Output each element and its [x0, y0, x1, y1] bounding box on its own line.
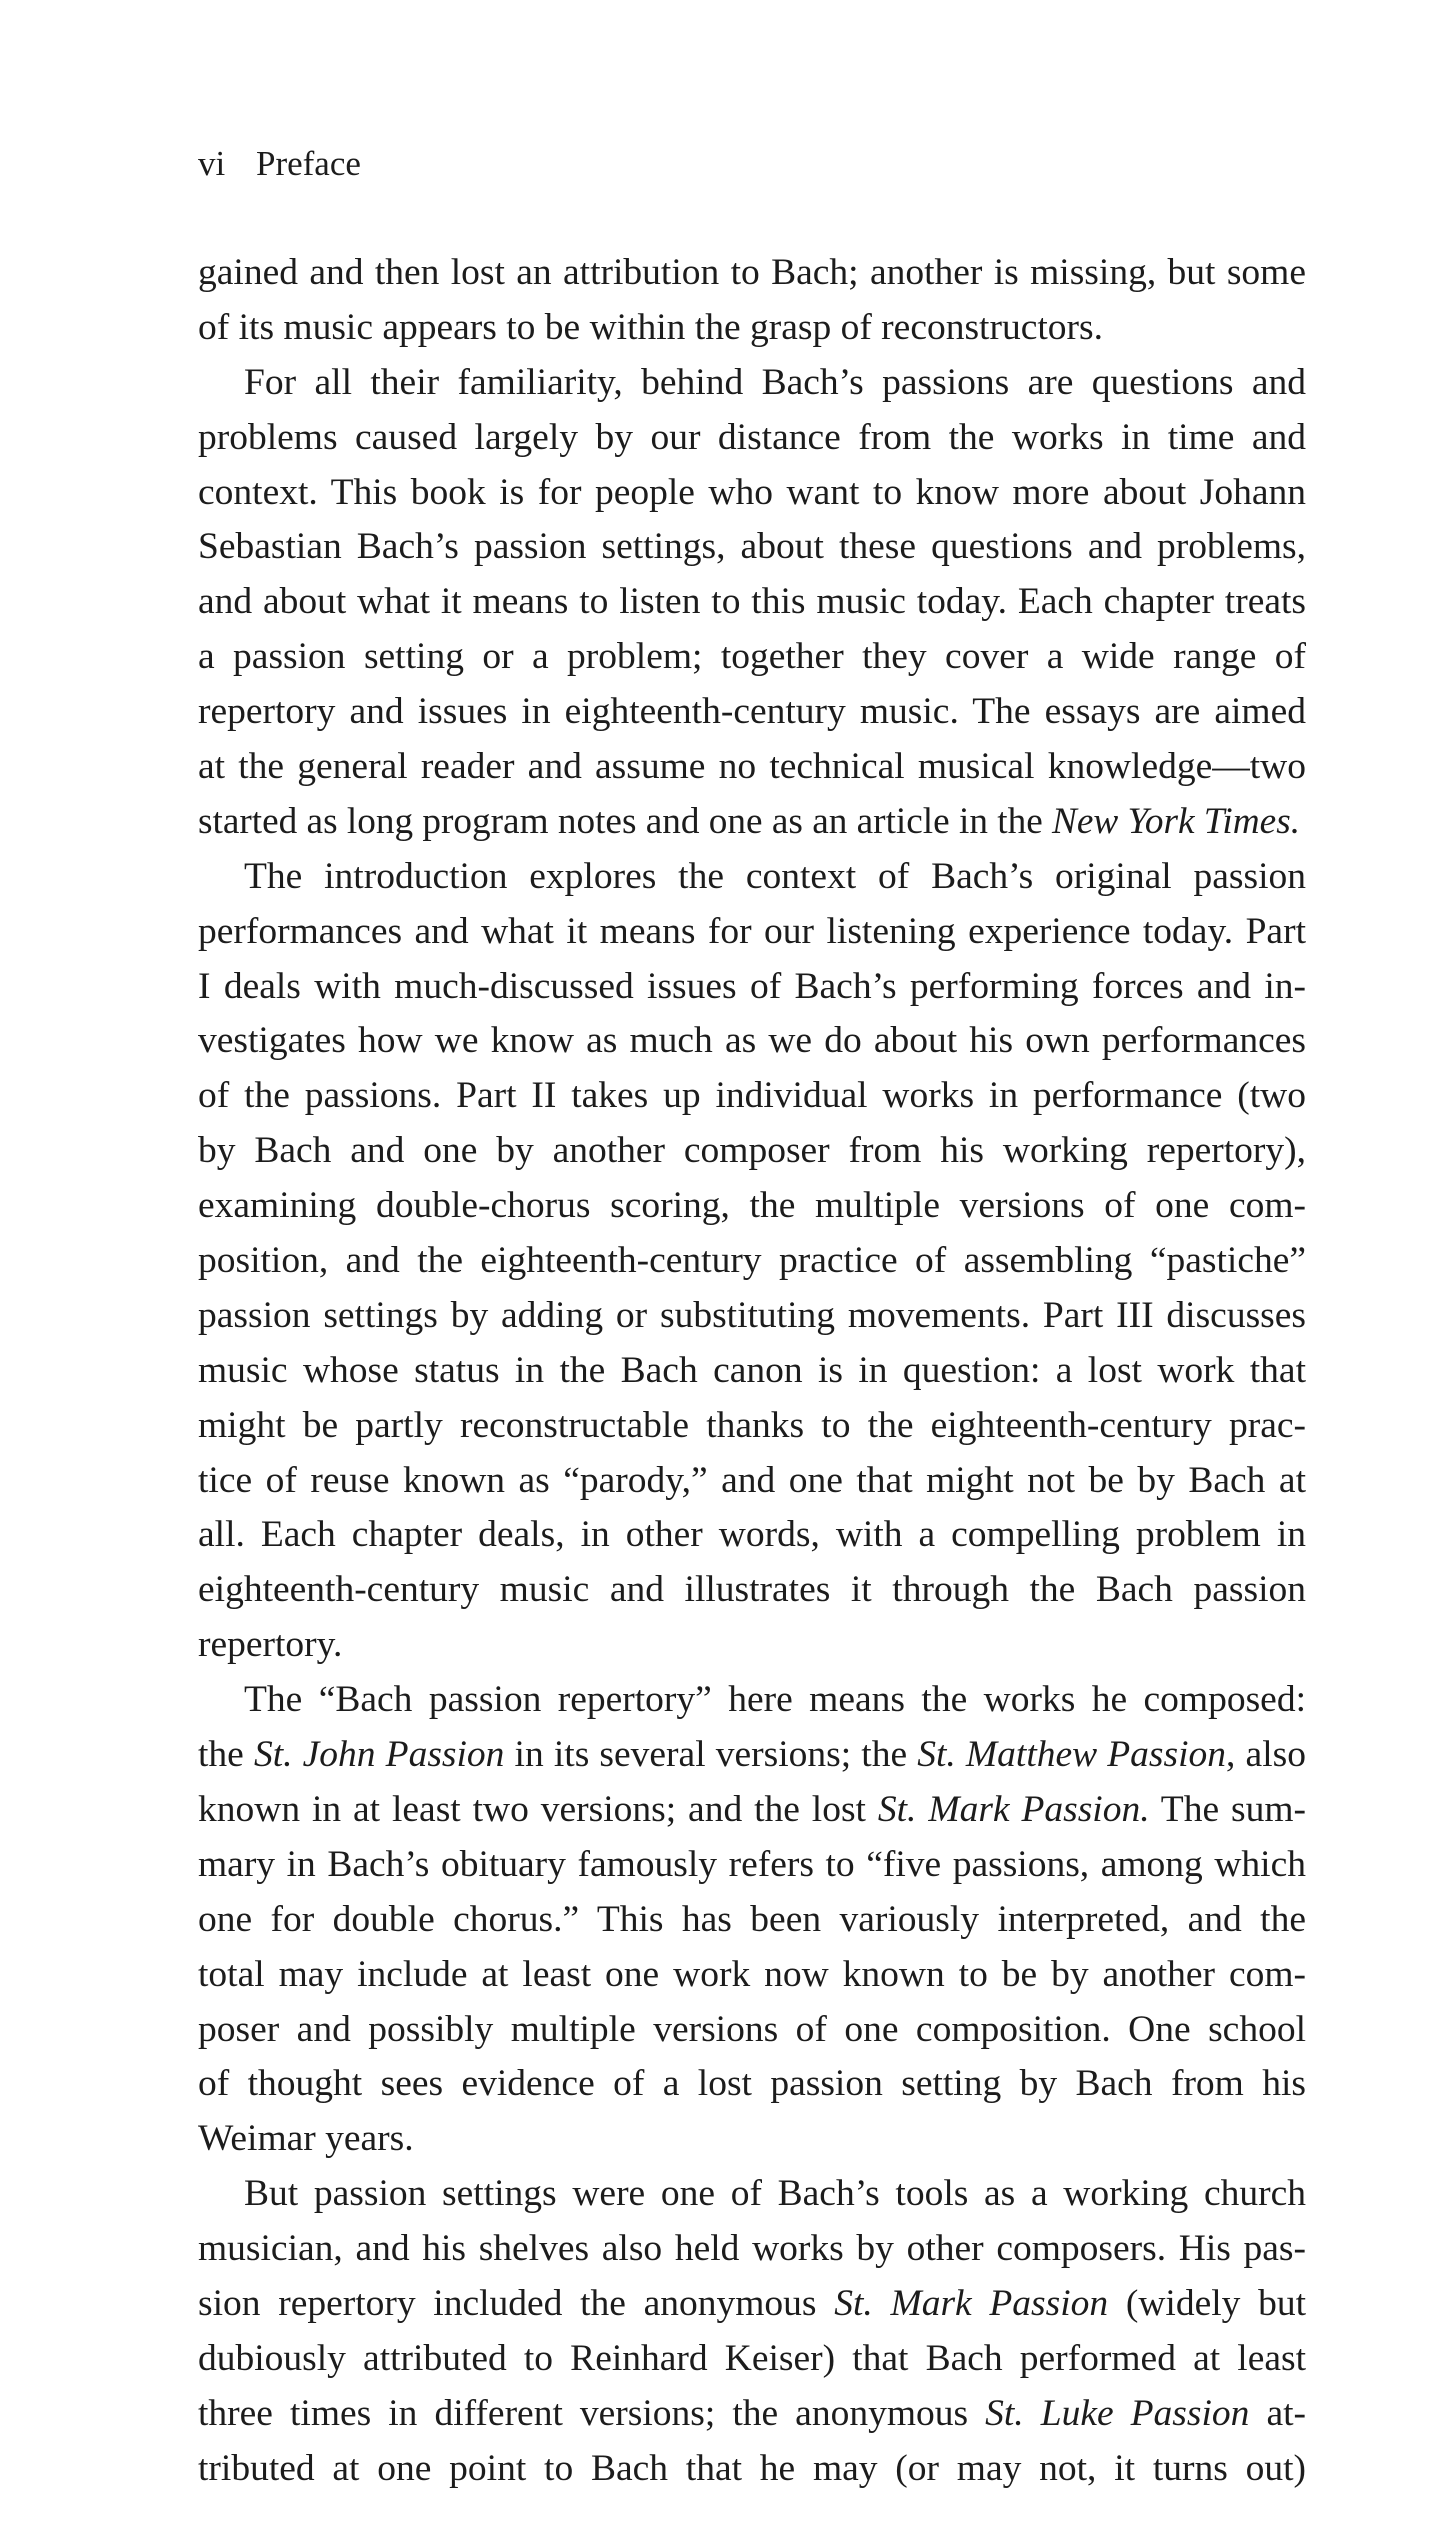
paragraph-first-line: [198, 356, 1306, 411]
text-line: [198, 1234, 1306, 1289]
text-segment: repertory and issues in eighteenth-century music. The essays are aimed: [198, 691, 1306, 733]
italic-title-text: St. John Passion: [253, 1734, 505, 1776]
text-line: [198, 1344, 1306, 1399]
text-line: [198, 1069, 1306, 1124]
text-segment: three times in different versions; the anonymous: [198, 2392, 986, 2434]
text-line: [198, 2332, 1306, 2387]
text-segment: The sum-: [1149, 1788, 1307, 1830]
text-segment: (widely but: [1108, 2282, 1306, 2324]
text-segment: The introduction explores the context of Bach’s original passion: [244, 855, 1306, 897]
text-line: [198, 1508, 1306, 1563]
text-segment: mary in Bach’s obituary famously refers to “five passions, among which: [198, 1843, 1306, 1885]
paragraph-first-line: [198, 850, 1306, 905]
text-line: [198, 1179, 1306, 1234]
text-segment: all. Each chapter deals, in other words, with a compelling problem in: [198, 1514, 1306, 1556]
running-head-title: Preface: [256, 144, 361, 183]
text-segment: musician, and his shelves also held works by other composers. His pas-: [198, 2228, 1306, 2270]
text-segment: eighteenth-century music and illustrates it through the Bach passion: [198, 1569, 1306, 1611]
text-segment: one for double chorus.” This has been variously interpreted, and the: [198, 1898, 1306, 1940]
text-segment: at-: [1249, 2392, 1307, 2434]
text-segment: and about what it means to listen to this music today. Each chapter treats: [198, 581, 1306, 623]
text-segment: I deals with much-discussed issues of Bach’s performing forces and in-: [198, 965, 1306, 1007]
text-line: [198, 2277, 1306, 2332]
text-segment: might be partly reconstructable thanks to the eighteenth-century prac-: [198, 1404, 1306, 1446]
text-segment: tice of reuse known as “parody,” and one that might not be by Bach at: [198, 1459, 1306, 1501]
text-line: [198, 466, 1306, 521]
text-segment: of the passions. Part II takes up individual works in performance (two: [198, 1075, 1306, 1117]
text-line: [198, 301, 1306, 356]
text-line: [198, 1728, 1306, 1783]
text-segment: of thought sees evidence of a lost passion setting by Bach from his: [198, 2063, 1306, 2105]
text-line: [198, 1618, 1306, 1673]
text-segment: in its several versions; the: [504, 1734, 918, 1776]
text-line: [198, 1893, 1306, 1948]
text-line: [198, 630, 1306, 685]
text-line: [198, 960, 1306, 1015]
body-text: [198, 246, 1306, 2497]
text-segment: dubiously attributed to Reinhard Keiser) that Bach performed at least: [198, 2337, 1306, 2379]
text-line: [198, 575, 1306, 630]
text-segment: music whose status in the Bach canon is in question: a lost work that: [198, 1349, 1306, 1391]
text-segment: repertory.: [198, 1624, 343, 1666]
text-line: [198, 2003, 1306, 2058]
text-line: [198, 795, 1306, 850]
italic-title-text: St. Mark Passion.: [877, 1788, 1150, 1830]
text-line: [198, 2387, 1306, 2442]
text-segment: vestigates how we know as much as we do about his own performances: [198, 1020, 1306, 1062]
text-segment: The “Bach passion repertory” here means the works he composed:: [244, 1679, 1306, 1721]
text-segment: total may include at least one work now known to be by another com-: [198, 1953, 1306, 1995]
text-line: [198, 1783, 1306, 1838]
paragraph-first-line: [198, 2167, 1306, 2222]
text-segment: problems caused largely by our distance from the works in time and: [198, 416, 1306, 458]
text-line: [198, 1948, 1306, 2003]
paragraph-first-line: [198, 1673, 1306, 1728]
text-line: [198, 246, 1306, 301]
italic-title-text: St. Mark Passion: [834, 2282, 1109, 2324]
text-segment: known in at least two versions; and the lost: [198, 1788, 878, 1830]
text-line: [198, 1454, 1306, 1509]
text-line: [198, 1014, 1306, 1069]
text-segment: of its music appears to be within the grasp of reconstructors.: [198, 306, 1103, 348]
text-segment: a passion setting or a problem; together they cover a wide range of: [198, 636, 1306, 678]
text-line: [198, 411, 1306, 466]
text-line: [198, 1563, 1306, 1618]
text-line: [198, 1124, 1306, 1179]
text-segment: examining double-chorus scoring, the multiple versions of one com-: [198, 1185, 1306, 1227]
text-segment: Sebastian Bach’s passion settings, about these questions and problems,: [198, 526, 1306, 568]
text-line: [198, 2057, 1306, 2112]
page-number: vi: [198, 144, 226, 183]
text-segment: poser and possibly multiple versions of one composition. One school: [198, 2008, 1306, 2050]
text-segment: gained and then lost an attribution to Bach; another is missing, but some: [198, 252, 1306, 293]
text-line: [198, 2442, 1306, 2497]
text-line: [198, 1289, 1306, 1344]
text-segment: context. This book is for people who want to know more about Johann: [198, 471, 1306, 513]
text-line: [198, 740, 1306, 795]
text-line: [198, 905, 1306, 960]
text-segment: Weimar years.: [198, 2118, 414, 2160]
text-segment: the: [198, 1734, 254, 1776]
text-segment: by Bach and one by another composer from his working repertory),: [198, 1130, 1306, 1172]
text-line: [198, 520, 1306, 575]
text-line: [198, 2222, 1306, 2277]
italic-title-text: New York Times.: [1052, 800, 1300, 842]
text-segment: For all their familiarity, behind Bach’s passions are questions and: [244, 361, 1306, 403]
text-segment: But passion settings were one of Bach’s tools as a working church: [244, 2173, 1306, 2215]
running-head: [198, 142, 361, 186]
text-segment: performances and what it means for our listening experience today. Part: [198, 910, 1306, 952]
text-line: [198, 685, 1306, 740]
text-line: [198, 2112, 1306, 2167]
text-segment: at the general reader and assume no technical musical knowledge—two: [198, 746, 1306, 788]
italic-title-text: St. Luke Passion: [985, 2392, 1250, 2434]
text-segment: passion settings by adding or substituting movements. Part III discusses: [198, 1294, 1306, 1336]
text-segment: tributed at one point to Bach that he may (or may not, it turns out): [198, 2447, 1306, 2489]
text-segment: , also: [1226, 1734, 1306, 1776]
text-segment: position, and the eighteenth-century practice of assembling “pastiche”: [198, 1240, 1306, 1282]
italic-title-text: St. Matthew Passion: [917, 1734, 1227, 1776]
text-segment: started as long program notes and one as an article in the: [198, 800, 1053, 842]
text-line: [198, 1399, 1306, 1454]
text-segment: sion repertory included the anonymous: [198, 2282, 835, 2324]
text-line: [198, 1838, 1306, 1893]
